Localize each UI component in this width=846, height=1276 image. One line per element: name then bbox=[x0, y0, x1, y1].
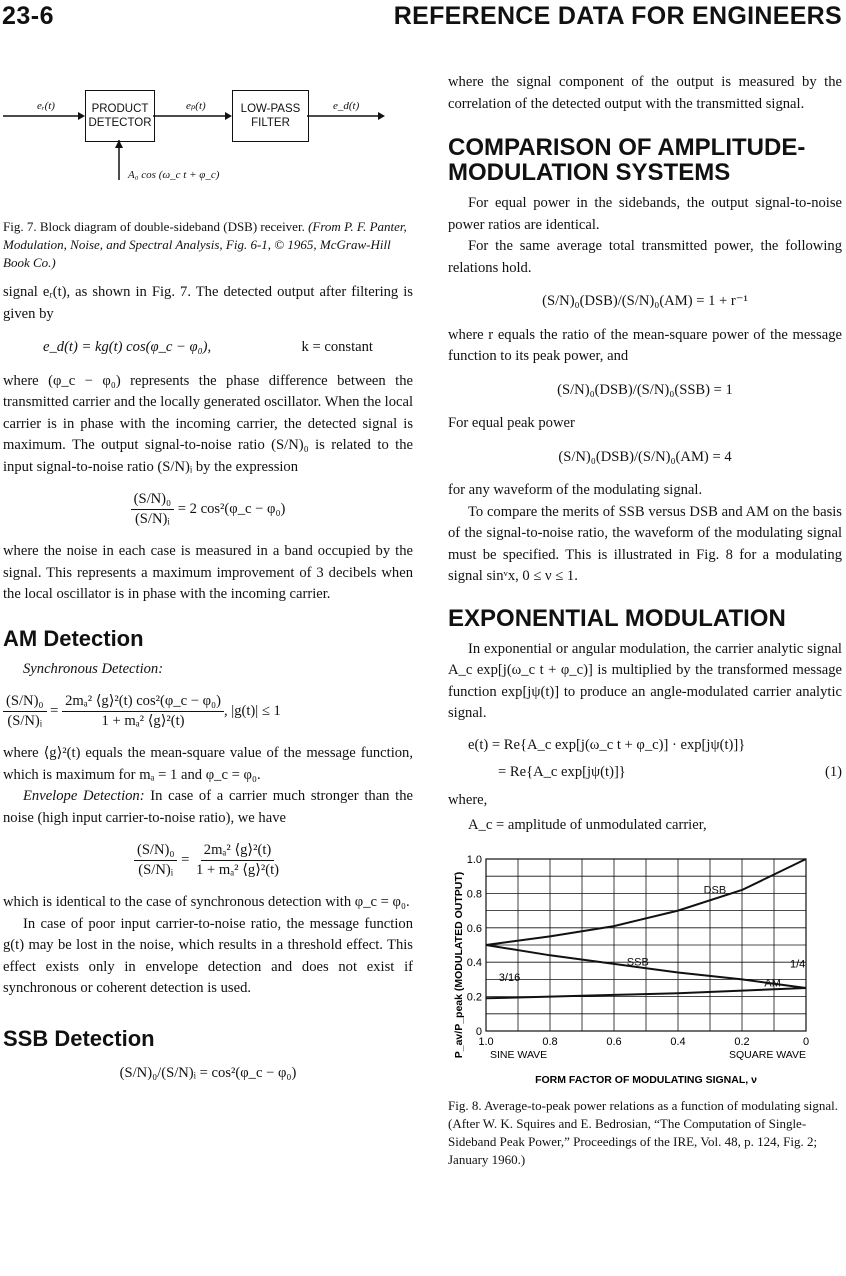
series-label-dsb: DSB bbox=[703, 883, 727, 896]
series-label-ssb: SSB bbox=[626, 956, 649, 969]
x-tick-label: 0.2 bbox=[734, 1035, 750, 1048]
equation-ssb: (S/N)₀/(S/N)ᵢ = cos²(φ_c − φ₀) bbox=[119, 1064, 297, 1081]
low-pass-filter-box: LOW-PASS FILTER bbox=[232, 90, 309, 142]
y-tick-label: 1.0 bbox=[466, 853, 482, 866]
y-tick-label: 0.2 bbox=[466, 991, 482, 1004]
paragraph: In case of poor input carrier-to-noise ratio, the message function g(t) may be lost in the noise, which results in a threshold effect. This effect exists only in envelope detection and does not exist if synchronous or coherent detection is used. bbox=[3, 915, 413, 996]
input-signal-label: eᵣ(t) bbox=[37, 100, 55, 112]
x-end-label-right: SQUARE WAVE bbox=[728, 1048, 806, 1061]
paragraph: For equal peak power bbox=[448, 415, 575, 431]
y-tick-label: 0.8 bbox=[466, 887, 482, 900]
equation-dsb-ssb: (S/N)₀(DSB)/(S/N)₀(SSB) = 1 bbox=[557, 381, 733, 398]
x-tick-label: 1.0 bbox=[478, 1035, 494, 1048]
x-tick-label: 0.4 bbox=[670, 1035, 686, 1048]
page-number: 23-6 bbox=[2, 2, 55, 30]
mid-signal-label: eₚ(t) bbox=[186, 100, 206, 112]
left-column bbox=[3, 68, 413, 1096]
paragraph: To compare the merits of SSB versus DSB and AM on the basis of the signal-to-noise ratio, the waveform of the modulating signal must be specified. This is illustrated in Fig. 8 for a modulating signal sinᵛx, 0 ≤ ν ≤ 1. bbox=[448, 503, 842, 584]
x-axis-label: FORM FACTOR OF MODULATING SIGNAL, ν bbox=[535, 1073, 757, 1086]
equation-envelope: $\frac{\text{(S/N)₀}}{\text{(S/N)ᵢ}}$ = $\frac{\text{2mₐ² ⟨g⟩²(t)}}{\text{1 + mₐ² ⟨g⟩²(t)}}$ bbox=[3, 841, 413, 880]
equation-angle-mod-2: = Re{A_c exp[jψ(t)]} (1) bbox=[468, 762, 842, 784]
section-heading-exponential: EXPONENTIAL MODULATION bbox=[448, 604, 786, 632]
running-title: REFERENCE DATA FOR ENGINEERS bbox=[393, 2, 842, 30]
paragraph: where (φ_c − φ₀) represents the phase difference between the transmitted carrier and the locally generated oscillator. When the local carrier is in phase with the incoming carrier, the detected signal is maximum. The output signal-to-noise ratio (S/N)₀ is related to the input signal-to-noise ratio (S/N)ᵢ by the expression bbox=[3, 372, 413, 475]
fig8-chart-svg bbox=[448, 851, 842, 1091]
paragraph: In exponential or angular modulation, the carrier analytic signal A_c exp[j(ω_c t + φ_c)] is multiplied by the transformed message function exp[jψ(t)] to produce an angle-modulated carrier analytic signal. bbox=[448, 640, 842, 721]
right-column bbox=[448, 72, 842, 1169]
section-heading-am-detection: AM Detection bbox=[3, 625, 144, 651]
annotation-label: 3/16 bbox=[498, 971, 521, 984]
x-tick-label: 0 bbox=[802, 1035, 810, 1048]
x-end-label-left: SINE WAVE bbox=[490, 1048, 548, 1061]
paragraph: where r equals the ratio of the mean-square power of the message function to its peak power, and bbox=[448, 326, 842, 364]
y-tick-label: 0.4 bbox=[466, 956, 482, 969]
page-header bbox=[0, 0, 846, 40]
product-detector-box: PRODUCT DETECTOR bbox=[85, 90, 155, 142]
paragraph: where, bbox=[448, 791, 488, 808]
y-tick-label: 0 bbox=[475, 1025, 482, 1038]
equation-synchronous: $\frac{\text{(S/N)₀}}{\text{(S/N)ᵢ}}$ = $\frac{\text{2mₐ² ⟨g⟩²(t) cos²(φ\_c − φ₀)}}{\text{1 + mₐ² ⟨g⟩²(t)}}$ , |g(t)| ≤ 1 bbox=[3, 692, 413, 731]
equation-dsb-am-peak: (S/N)₀(DSB)/(S/N)₀(AM) = 4 bbox=[558, 448, 732, 465]
x-tick-label: 0.8 bbox=[542, 1035, 558, 1048]
section-heading-ssb-detection: SSB Detection bbox=[3, 1025, 155, 1051]
paragraph: signal eᵣ(t), as shown in Fig. 7. The detected output after filtering is given by bbox=[3, 284, 413, 322]
x-tick-label: 0.6 bbox=[606, 1035, 622, 1048]
paragraph: For the same average total transmitted power, the following relations hold. bbox=[448, 238, 842, 276]
equation-snr-ratio: $\frac{\text{(S/N)₀}}{\text{(S/N)ᵢ}}$ = 2 cos²(φ_c − φ₀) bbox=[3, 490, 413, 529]
paragraph: where the noise in each case is measured in a band occupied by the signal. This represents a maximum improvement of 3 decibels when the local oscillator is in phase with the incoming carrier. bbox=[3, 543, 413, 602]
y-axis-label: P_av/P_peak (MODULATED OUTPUT) bbox=[453, 871, 465, 1058]
annotation-label: 1/4 bbox=[790, 957, 806, 970]
equation-detected-output: e_d(t) = kg(t) cos(φ_c − φ₀), k = constant bbox=[43, 339, 373, 355]
equation-angle-mod: e(t) = Re{A_c exp[j(ω_c t + φ_c)] · exp[jψ(t)]} bbox=[468, 736, 746, 753]
fig7-caption: Fig. 7. Block diagram of double-sideband (DSB) receiver. (From P. F. Panter, Modulation, Noise, and Spectral Analysis, Fig. 6-1, © 1965, McGraw-Hill Book Co.) bbox=[3, 219, 407, 270]
fig7-block-diagram bbox=[3, 68, 413, 218]
paragraph: where the signal component of the output is measured by the correlation of the detected output with the transmitted signal. bbox=[448, 74, 842, 112]
paragraph: where ⟨g⟩²(t) equals the mean-square value of the message function, which is maximum for mₐ = 1 and φ_c = φ₀. bbox=[3, 745, 413, 783]
equation-dsb-am-avg: (S/N)₀(DSB)/(S/N)₀(AM) = 1 + r⁻¹ bbox=[542, 293, 748, 309]
subheading-synchronous: Synchronous Detection: bbox=[23, 660, 164, 677]
paragraph: for any waveform of the modulating signal. bbox=[448, 482, 703, 498]
y-tick-label: 0.6 bbox=[466, 922, 482, 935]
fig8-chart bbox=[448, 851, 842, 1091]
paragraph: which is identical to the case of synchronous detection with φ_c = φ₀. bbox=[3, 894, 410, 910]
series-label-am: AM bbox=[764, 976, 781, 989]
definition: A_c = amplitude of unmodulated carrier, bbox=[468, 817, 707, 833]
local-oscillator-label: A₀ cos (ω_c t + φ_c) bbox=[128, 169, 220, 181]
equation-number: (1) bbox=[824, 764, 842, 780]
paragraph: For equal power in the sidebands, the output signal-to-noise power ratios are identical. bbox=[448, 195, 842, 233]
section-heading-comparison: COMPARISON OF AMPLITUDE-MODULATION SYSTEMS bbox=[448, 134, 806, 186]
output-signal-label: e_d(t) bbox=[333, 100, 360, 112]
paragraph-envelope: Envelope Detection: In case of a carrier much stronger than the noise (high input carrier-to-noise ratio), we have bbox=[3, 788, 413, 826]
fig8-caption: Fig. 8. Average-to-peak power relations as a function of modulating signal. (After W. K. Squires and E. Bedrosian, “The Computation of Single-Sideband Peak Power,” Proceedings of the IRE, Vol. 48, p. 124, Fig. 2; January 1960.) bbox=[448, 1097, 839, 1167]
